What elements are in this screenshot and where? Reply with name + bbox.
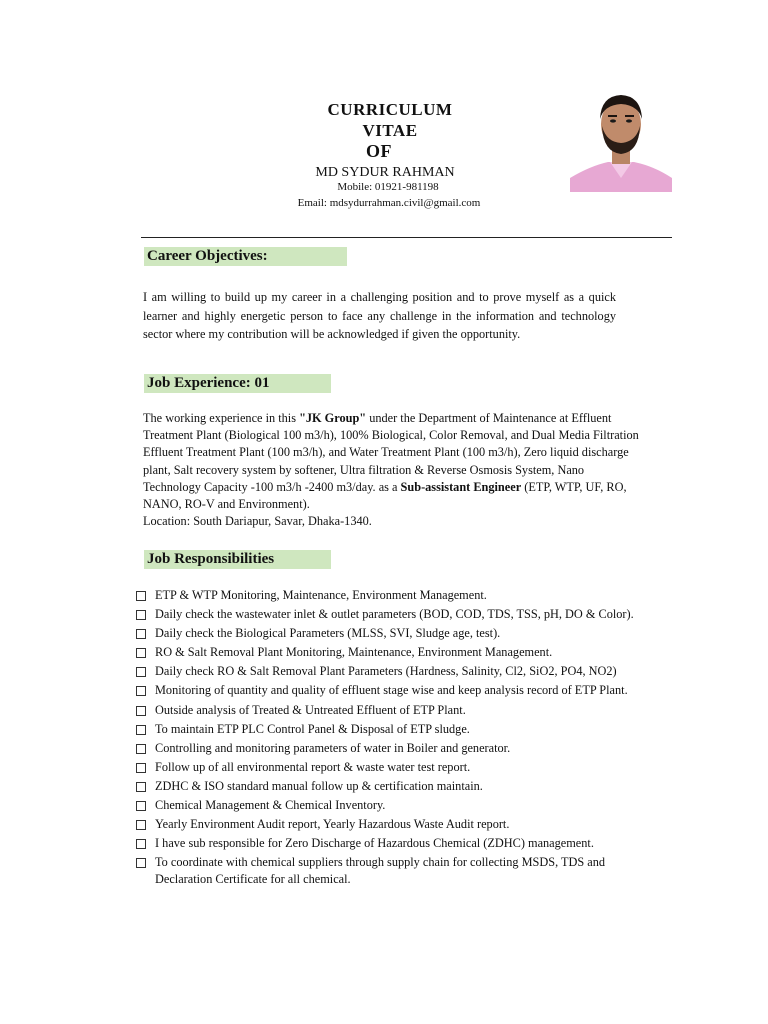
checkbox-icon bbox=[136, 782, 146, 792]
experience-body: under the Department of Maintenance at Effluent Treatment Plant (Biological 100 m3/h), 100% Biological, Color Removal, and Dual Media Filtration Effluent Treatment Plant (100 m3/h), and Water Treatment Plant (100 m3/h), Zero liquid discharge plant, Salt recovery system by softener, Ultra filtration & Reverse Osmosis System, Nano Technology Capacity -100 m3/h -2400 m3/day. as a bbox=[143, 411, 639, 494]
checkbox-icon bbox=[136, 667, 146, 677]
checkbox-icon bbox=[136, 858, 146, 868]
checkbox-icon bbox=[136, 725, 146, 735]
mobile-number: Mobile: 01921-981198 bbox=[337, 181, 439, 193]
list-item: Outside analysis of Treated & Untreated Effluent of ETP Plant. bbox=[136, 702, 656, 719]
cv-title-line-3: OF bbox=[366, 141, 392, 161]
list-item: Controlling and monitoring parameters of water in Boiler and generator. bbox=[136, 740, 656, 757]
list-item: ETP & WTP Monitoring, Maintenance, Environment Management. bbox=[136, 587, 656, 604]
checkbox-icon bbox=[136, 706, 146, 716]
checkbox-icon bbox=[136, 686, 146, 696]
list-item: To coordinate with chemical suppliers through supply chain for collecting MSDS, TDS and Declaration Certificate for all chemical. bbox=[136, 854, 656, 887]
list-item: Daily check RO & Salt Removal Plant Parameters (Hardness, Salinity, Cl2, SiO2, PO4, NO2) bbox=[136, 663, 656, 680]
header-divider bbox=[141, 237, 672, 238]
list-item: To maintain ETP PLC Control Panel & Disposal of ETP sludge. bbox=[136, 721, 656, 738]
career-objective-text: I am willing to build up my career in a challenging position and to prove myself as a quick learner and highly energetic person to face any challenge in the information and technology sector where my contribution will be acknowledged if given the opportunity. bbox=[143, 290, 616, 342]
list-item: Follow up of all environmental report & waste water test report. bbox=[136, 759, 656, 776]
checkbox-icon bbox=[136, 610, 146, 620]
experience-text bbox=[143, 410, 639, 530]
list-item: RO & Salt Removal Plant Monitoring, Maintenance, Environment Management. bbox=[136, 644, 656, 661]
email-address: Email: mdsydurrahman.civil@gmail.com bbox=[297, 197, 481, 209]
cv-title-line-1: CURRICULUM bbox=[327, 100, 453, 119]
list-item: Daily check the Biological Parameters (MLSS, SVI, Sludge age, test). bbox=[136, 625, 656, 642]
checkbox-icon bbox=[136, 629, 146, 639]
section-heading-career: Career Objectives: bbox=[144, 247, 347, 266]
job-location: Location: South Dariapur, Savar, Dhaka-1340. bbox=[143, 514, 372, 529]
list-item: I have sub responsible for Zero Discharge of Hazardous Chemical (ZDHC) management. bbox=[136, 835, 656, 852]
job-role-detail: (ETP, WTP, UF, RO, NANO, RO-V and Environment). bbox=[143, 479, 627, 512]
checkbox-icon bbox=[136, 744, 146, 754]
checkbox-icon bbox=[136, 763, 146, 773]
checkbox-icon bbox=[136, 801, 146, 811]
section-heading-experience: Job Experience: 01 bbox=[144, 374, 331, 393]
job-role: Sub-assistant Engineer bbox=[400, 479, 522, 494]
checkbox-icon bbox=[136, 839, 146, 849]
candidate-name: MD SYDUR RAHMAN bbox=[315, 165, 455, 180]
company-name: "JK Group" bbox=[299, 411, 367, 425]
profile-photo bbox=[570, 86, 672, 192]
list-item: Yearly Environment Audit report, Yearly Hazardous Waste Audit report. bbox=[136, 816, 656, 833]
responsibilities-list bbox=[136, 587, 656, 890]
list-item: Monitoring of quantity and quality of effluent stage wise and keep analysis record of ETP Plant. bbox=[136, 682, 656, 699]
section-heading-responsibilities: Job Responsibilities bbox=[144, 550, 331, 569]
checkbox-icon bbox=[136, 820, 146, 830]
checkbox-icon bbox=[136, 648, 146, 658]
list-item: ZDHC & ISO standard manual follow up & certification maintain. bbox=[136, 778, 656, 795]
cv-title-line-2: VITAE bbox=[362, 121, 418, 140]
list-item: Chemical Management & Chemical Inventory. bbox=[136, 797, 656, 814]
experience-intro: The working experience in this bbox=[143, 411, 300, 425]
checkbox-icon bbox=[136, 591, 146, 601]
list-item: Daily check the wastewater inlet & outlet parameters (BOD, COD, TDS, TSS, pH, DO & Color). bbox=[136, 606, 656, 623]
